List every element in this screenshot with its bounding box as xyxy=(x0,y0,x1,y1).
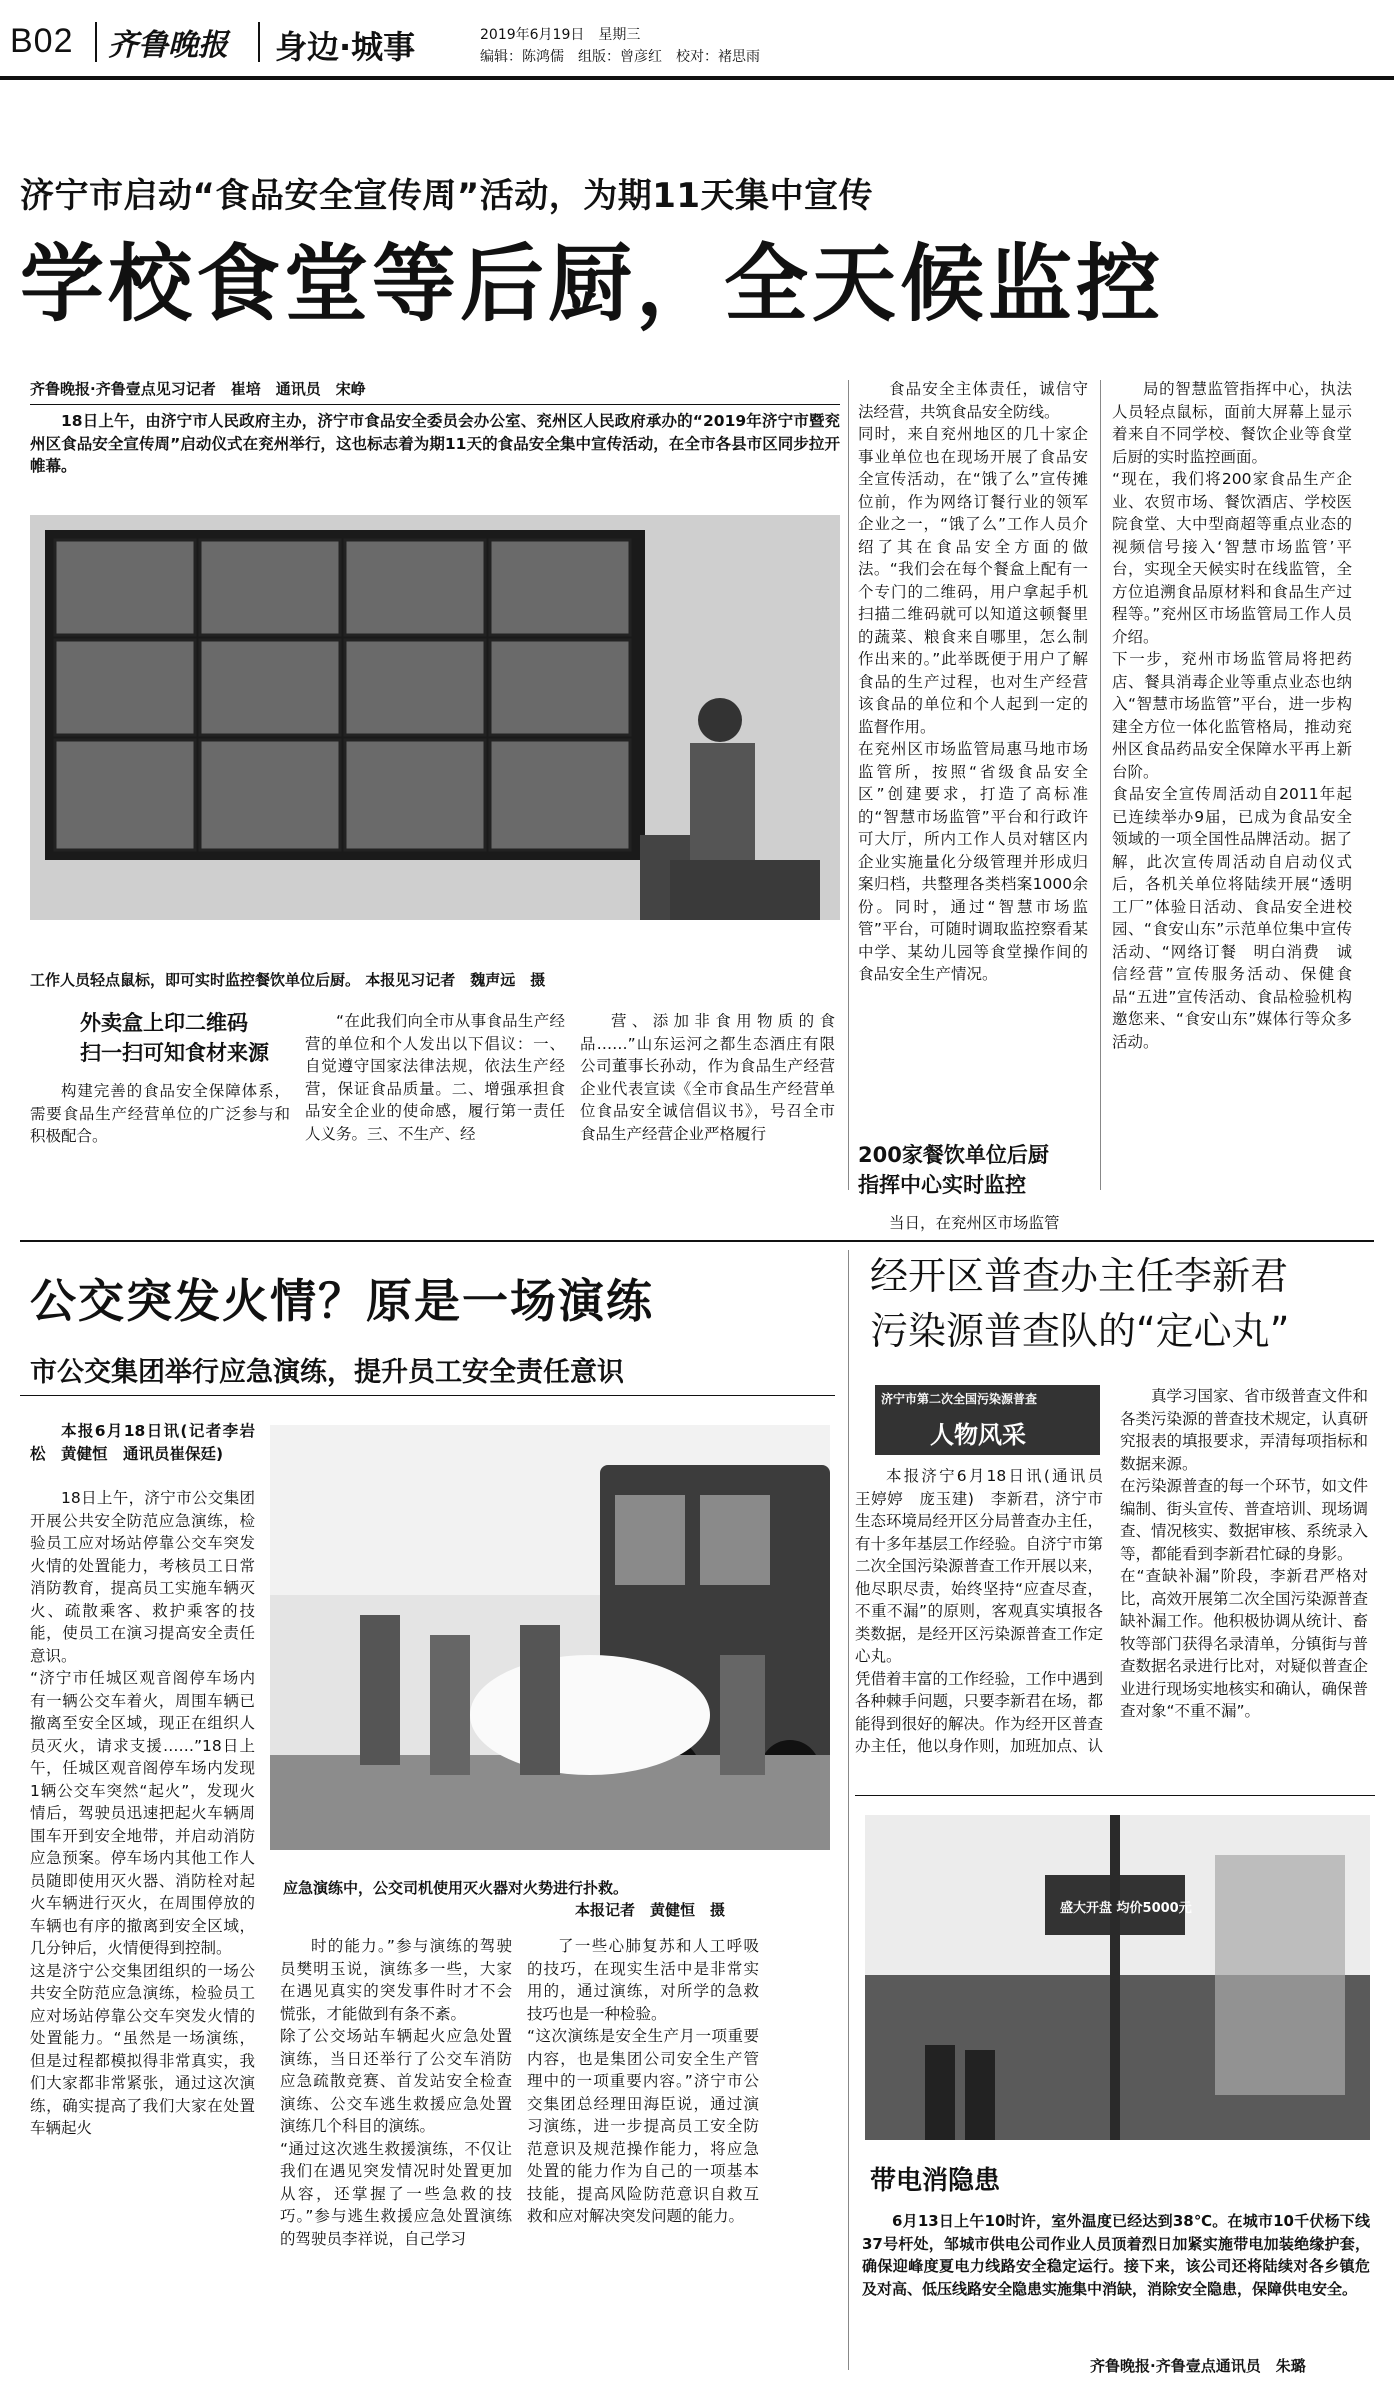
profile-column-2: 真学习国家、省市级普查文件和各类污染源的普查技术规定，认真研究报表的填报要求，弄清每项指标和数据来源。 在污染源普查的每一个环节，如文件编制、街头宣传、普查培训、现场调查、情况核实、数据审核、系统录入等，都能看到李新君忙碌的身影。 在“查缺补漏”阶段，李新君严格对比，高效开展第二次全国污染源普查缺补漏工作。他积极协调从统计、畜牧等部门获得名录清单，分镇街与普查数据名录进行比对，对疑似普查企业进行现场实地核实和确认，确保普查对象“不重不漏”。 xyxy=(1120,1387,1369,1720)
power-body: 6月13日上午10时许，室外温度已经达到38℃。在城市10千伏杨下线37号杆处，邹城市供电公司作业人员顶着烈日加紧实施带电加装绝缘护套，确保迎峰度夏电力线路安全稳定运行。接下来，该公司还将陆续对各乡镇危及对高、低压线路安全隐患实施集中消缺，消除安全隐患，保障供电安全。 xyxy=(862,2212,1370,2298)
lead-column-d-end: 当日，在兖州区市场监管 xyxy=(889,1214,1060,1232)
lead-headline: 学校食堂等后厨，全天候监控 xyxy=(20,235,1165,333)
section-rule xyxy=(20,1240,1374,1242)
column-rule xyxy=(848,1250,849,2370)
badge-top: 济宁市第二次全国污染源普查 xyxy=(881,1392,1038,1406)
divider xyxy=(95,22,97,62)
billboard-text: 盛大开盘 均价5000元 xyxy=(1060,1901,1192,1916)
page-number: B02 xyxy=(10,22,74,60)
monitoring-photo xyxy=(30,515,840,920)
subhead-rule xyxy=(20,1395,835,1396)
bus-headline: 公交突发火情？原是一场演练 xyxy=(30,1274,654,1328)
power-line-illustration xyxy=(865,1815,1370,2140)
issue-date: 2019年6月19日 星期三 xyxy=(480,27,641,43)
divider xyxy=(258,22,260,62)
profile-headline-line2: 污染源普查队的“定心丸” xyxy=(870,1309,1290,1353)
section-rule xyxy=(855,1795,1375,1796)
monitoring-photo-caption: 工作人员轻点鼠标，即可实时监控餐饮单位后厨。 本报见习记者 魏声远 摄 xyxy=(30,971,546,989)
people-feature-badge xyxy=(875,1385,1100,1455)
bus-photo-credit: 本报记者 黄健恒 摄 xyxy=(575,1901,726,1919)
profile-column-1: 本报济宁6月18日讯(通讯员 王婷婷 庞玉建) 李新君，济宁市生态环境局经开区分局普查办主任，有十多年基层工作经验。自济宁市第二次全国污染源普查工作开展以来，他尽职尽责，始终坚持“应查尽查，不重不漏”的原则，客观真实填报各类数据，是经开区污染源普查工作定心丸。 凭借着丰富的工作经验，工作中遇到各种棘手问题，只要李新君在场，都能得到很好的解决。作为经开区普查办主任，他以身作则，加班加点、认 xyxy=(855,1467,1104,1755)
column-rule xyxy=(1100,380,1101,1190)
power-title: 带电消隐患 xyxy=(870,2166,1001,2196)
staff-credits: 编辑：陈鸿儒 组版：曾彦红 校对：褚思雨 xyxy=(480,49,760,65)
bus-drill-photo xyxy=(270,1425,830,1850)
bus-column-1: 18日上午，济宁市公交集团开展公共安全防范应急演练，检验员工应对场站停靠公交车突发火情的处置能力，考核员工日常消防教育，提高员工实施车辆灭火、疏散乘客、救护乘客的技能，使员工在演习提高安全责任意识。 “济宁市任城区观音阁停车场内有一辆公交车着火，周围车辆已撤离至安全区域，现正在组织人员灭火，请求支援……”18日上午，任城区观音阁停车场内发现1辆公交车突然“起火”，发现火情后，驾驶员迅速把起火车辆周围车开到安全地带，并启动消防应急预案。停车场内其他工作人员随即使用灭火器、消防栓对起火车辆进行灭火，在周围停放的车辆也有序的撤离到安全区域，几分钟后，火情便得到控制。 这是济宁公交集团组织的一场公共安全防范应急演练，检验员工应对场站停靠公交车突发火情的处置能力。“虽然是一场演练，但是过程都模拟得非常真实，我们大家都非常紧张，通过这次演练，确实提高了我们大家在处置车辆起火 xyxy=(30,1489,255,2137)
newspaper-logo: 齐鲁晚报 xyxy=(108,28,228,63)
lead-kicker: 济宁市启动“食品安全宣传周”活动，为期11天集中宣传 xyxy=(20,176,874,216)
lead-byline: 齐鲁晚报·齐鲁壹点见习记者 崔培 通讯员 宋峥 xyxy=(30,380,366,398)
bus-subhead: 市公交集团举行应急演练，提升员工安全责任意识 xyxy=(30,1357,624,1388)
lead-column-b: “在此我们向全市从事食品生产经营的单位和个人发出以下倡议：一、自觉遵守国家法律法规，依法生产经营，保证食品质量。二、增强承担食品安全企业的使命感，履行第一责任人义务。三、不生产、经 xyxy=(305,1012,565,1143)
masthead-rule xyxy=(0,76,1394,80)
profile-headline-line1: 经开区普查办主任李新君 xyxy=(870,1254,1289,1298)
bus-column-3: 了一些心肺复苏和人工呼吸的技巧，在现实生活中是非常实用的，通过演练，对所学的急救技巧也是一种检验。 “这次演练是安全生产月一项重要内容，也是集团公司安全生产管理中的一项重要内容。”济宁市公交集团总经理田海臣说，通过演习演练，进一步提高员工安全防范意识及规范操作能力，将应急处置的能力作为自己的一项基本技能，提高风险防范意识自救互救和应对解决突发问题的能力。 xyxy=(527,1937,759,2225)
byline-rule xyxy=(30,404,840,405)
monitor-wall-illustration xyxy=(30,515,840,920)
lead-intro: 18日上午，由济宁市人民政府主办，济宁市食品安全委员会办公室、兖州区人民政府承办的“2019年济宁市暨兖州区食品安全宣传周”启动仪式在兖州举行，这也标志着为期11天的食品安全集中宣传活动，在全市各县市区同步拉开帷幕。 xyxy=(30,412,840,475)
power-line-photo xyxy=(865,1815,1370,2140)
lead-column-e: 局的智慧监管指挥中心，执法人员轻点鼠标，面前大屏幕上显示着来自不同学校、餐饮企业等食堂后厨的实时监控画面。 “现在，我们将200家食品生产企业、农贸市场、餐饮酒店、学校医院食堂、大中型商超等重点业态的视频信号接入‘智慧市场监管’平台，实现全天候实时在线监管，全方位追溯食品原材料和食品生产过程等。”兖州区市场监管局工作人员介绍。 下一步，兖州市场监管局将把药店、餐具消毒企业等重点业态也纳入“智慧市场监管”平台，进一步构建全方位一体化监管格局，推动兖州区食品药品安全保障水平再上新台阶。 食品安全宣传周活动自2011年起已连续举办9届，已成为食品安全领域的一项全国性品牌活动。据了解，此次宣传周活动自启动仪式后，各机关单位将陆续开展“透明工厂”体验日活动、食品安全进校园、“食安山东”示范单位集中宣传活动、“网络订餐 明白消费 诚信经营”宣传服务活动、保健食品“五进”宣传活动、食品检验机构邀您来、“食安山东”媒体行等众多活动。 xyxy=(1112,380,1352,1051)
lead-column-c: 营、添加非食用物质的食品……”山东运河之都生态酒庄有限公司董事长孙动，作为食品生产经营企业代表宣读《全市食品生产经营单位食品安全诚信倡议书》，号召全市食品生产经营企业严格履行 xyxy=(580,1012,835,1143)
bus-column-2: 时的能力。”参与演练的驾驶员樊明玉说，演练多一些，大家在遇见真实的突发事件时才不会慌张，才能做到有条不紊。 除了公交场站车辆起火应急处置演练，当日还举行了公交车消防应急疏散竞赛、首发站安全检查演练、公交车逃生救援应急处置演练几个科目的演练。 “通过这次逃生救援演练，不仅让我们在遇见突发情况时处置更加从容，还掌握了一些急救的技巧。”参与逃生救援应急处置演练的驾驶员李祥说，自己学习 xyxy=(280,1937,512,2248)
bus-photo-caption: 应急演练中，公交司机使用灭火器对火势进行扑救。 xyxy=(283,1879,629,1897)
power-credit: 齐鲁晚报·齐鲁壹点通讯员 朱璐 xyxy=(1090,2357,1306,2375)
section-title: 身边·城事 xyxy=(275,28,416,66)
lead-column-a: 构建完善的食品安全保障体系，需要食品生产经营单位的广泛参与和积极配合。 xyxy=(30,1082,290,1145)
column-rule xyxy=(848,380,849,1190)
bus-drill-illustration xyxy=(270,1425,830,1850)
lead-subhead-center: 200家餐饮单位后厨 指挥中心实时监控 xyxy=(858,1143,1049,1197)
masthead xyxy=(0,0,1394,78)
bus-byline: 本报6月18日讯(记者李岩松 黄健恒 通讯员崔保廷) xyxy=(30,1422,255,1463)
lead-subhead-qr: 外卖盒上印二维码 扫一扫可知食材来源 xyxy=(80,1011,269,1065)
lead-column-d: 食品安全主体责任，诚信守法经营，共筑食品安全防线。 同时，来自兖州地区的几十家企事业单位也在现场开展了食品安全宣传活动，在“饿了么”宣传摊位前，作为网络订餐行业的领军企业之一，“饿了么”工作人员介绍了其在食品安全方面的做法。“我们会在每个餐盒上配有一个专门的二维码，用户拿起手机扫描二维码就可以知道这顿餐里的蔬菜、粮食来自哪里，怎么制作出来的。”此举既便于用户了解食品的生产过程，也对生产经营该食品的单位和个人起到一定的监督作用。 在兖州区市场监管局惠马地市场监管所，按照“省级食品安全区”创建要求，打造了高标准的“智慧市场监管”平台和行政许可大厅，所内工作人员对辖区内企业实施量化分级管理并形成归案归档，共整理各类档案1000余份。同时，通过“智慧市场监管”平台，可随时调取监控察看某中学、某幼儿园等食堂操作间的食品安全生产情况。 xyxy=(858,380,1088,983)
badge-title: 人物风采 xyxy=(930,1421,1026,1449)
